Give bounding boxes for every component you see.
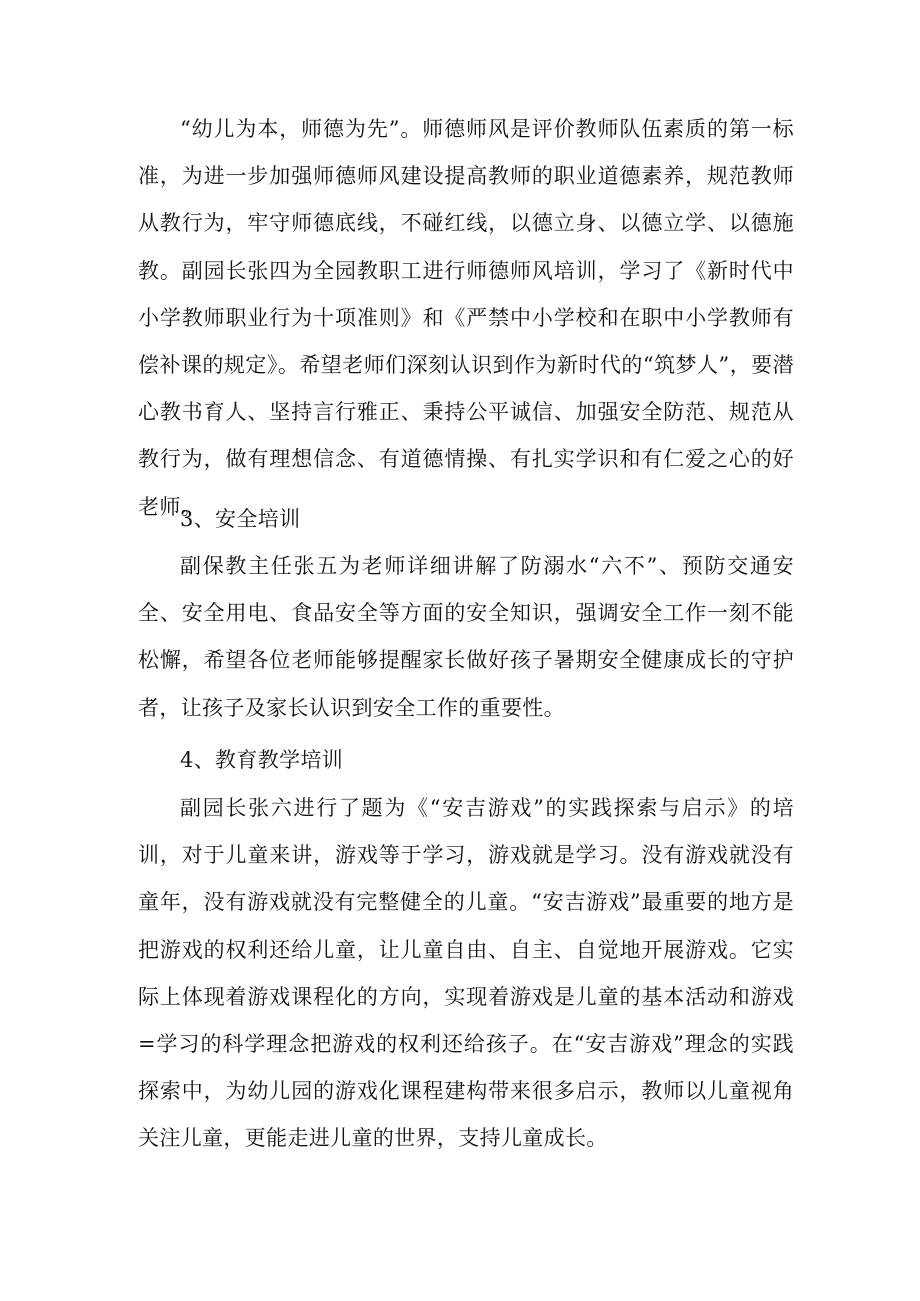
- heading-safety-training: 3、安全培训: [180, 507, 301, 531]
- paragraph-anji-play-training: 副园长张六进行了题为《“安吉游戏”的实践探索与启示》的培训，对于儿童来讲，游戏等于学习，游戏就是学习。没有游戏就没有童年，没有游戏就没有完整健全的儿童。“安吉游戏”最重要的地方是把游戏的权利还给儿童，让儿童自由、自主、自觉地开展游戏。它实际上体现着游戏课程化的方向，实现着游戏是儿童的基本活动和游戏=学习的科学理念把游戏的权利还给孩子。在“安吉游戏”理念的实践探索中，为幼儿园的游戏化课程建构带来很多启示，教师以儿童视角关注儿童，更能走进儿童的世界，支持儿童成长。: [138, 796, 794, 1151]
- heading-teaching-training: 4、教育教学培训: [180, 748, 344, 772]
- paragraph-teacher-ethics: “幼儿为本，师德为先”。师德师风是评价教师队伍素质的第一标准，为进一步加强师德师风建设提高教师的职业道德素养，规范教师从教行为，牢守师德底线，不碰红线，以德立身、以德立学、以德施教。副园长张四为全园教职工进行师德师风培训，学习了《新时代中小学教师职业行为十项准则》和《严禁中小学校和在职中小学教师有偿补课的规定》。希望老师们深刻认识到作为新时代的“筑梦人”，要潜心教书育人、坚持言行雅正、秉持公平诚信、加强安全防范、规范从教行为，做有理想信念、有道德情操、有扎实学识和有仁爱之心的好老师。: [138, 117, 794, 519]
- paragraph-safety-training: 副保教主任张五为老师详细讲解了防溺水“六不”、预防交通安全、安全用电、食品安全等方面的安全知识，强调安全工作一刻不能松懈，希望各位老师能够提醒家长做好孩子暑期安全健康成长的守护者，让孩子及家长认识到安全工作的重要性。: [138, 554, 794, 720]
